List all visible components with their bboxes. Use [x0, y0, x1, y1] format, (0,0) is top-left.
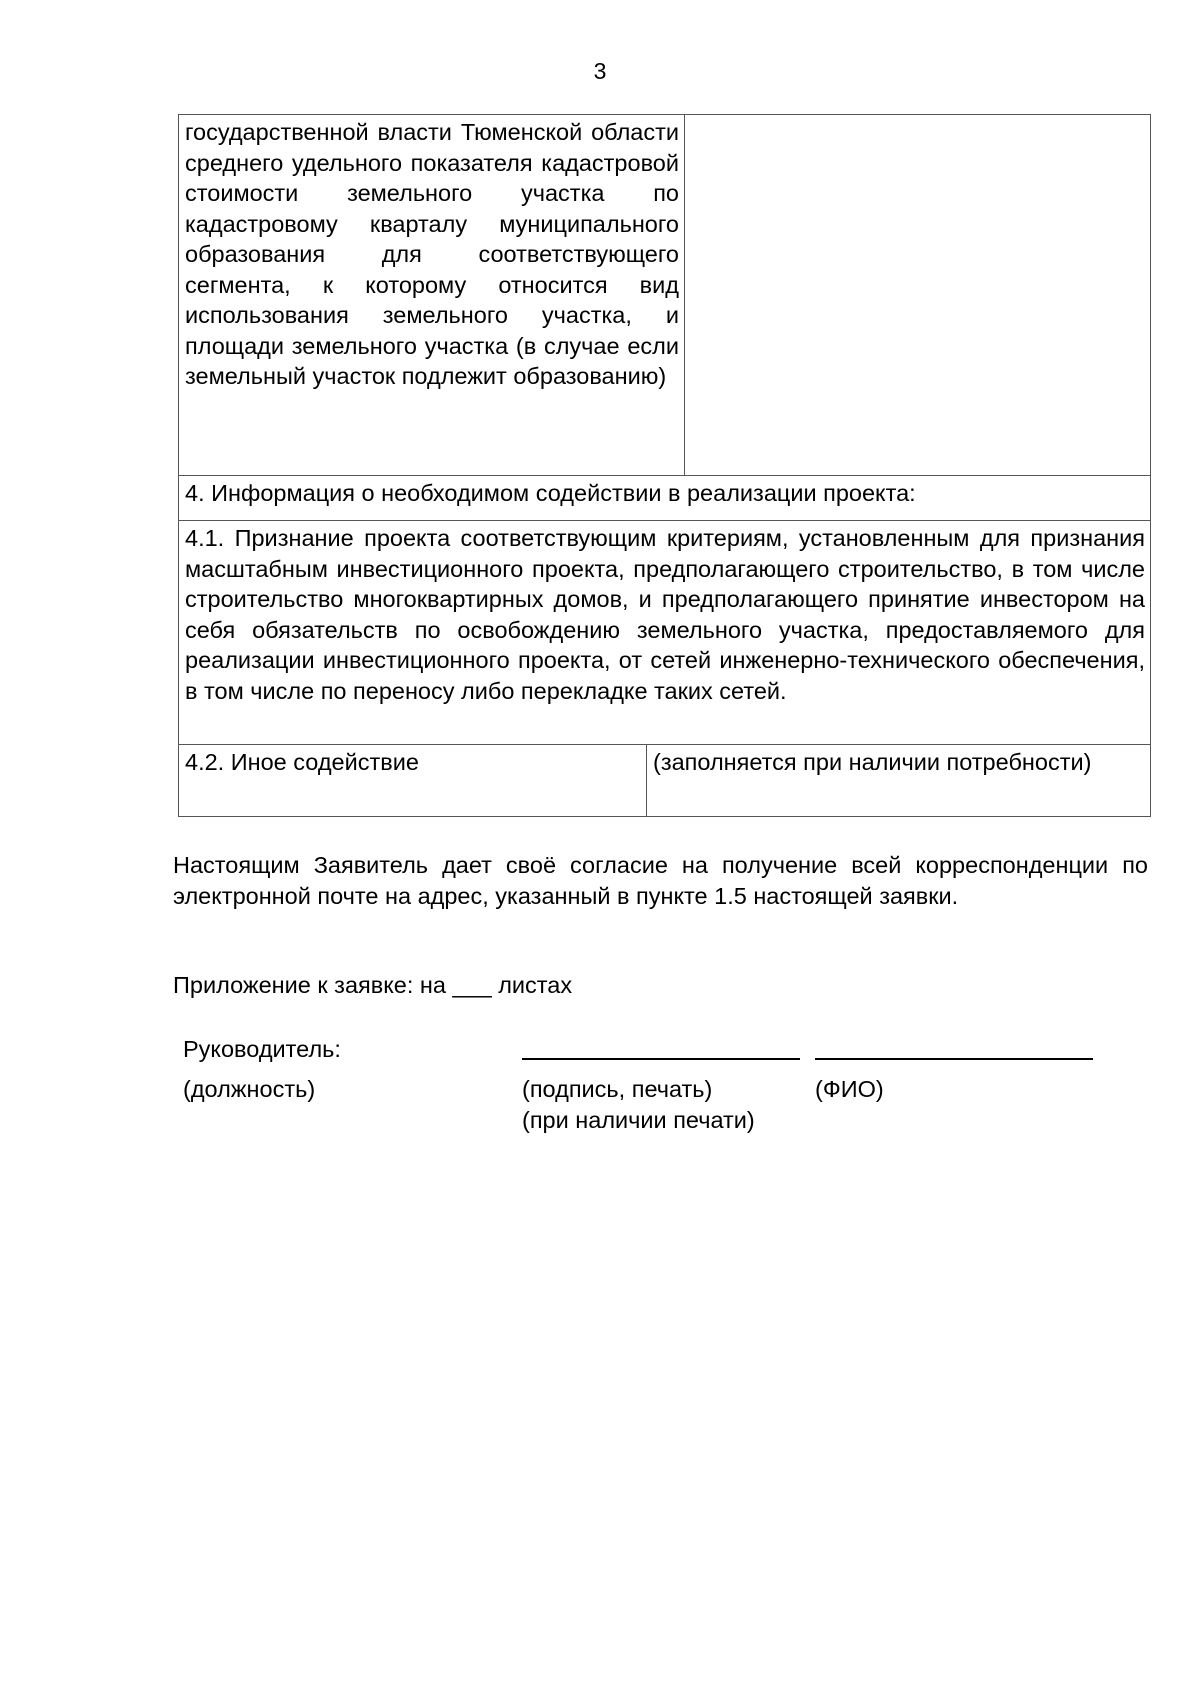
signature-caption: (подпись, печать)	[522, 1076, 713, 1102]
signature-line	[522, 1058, 800, 1060]
fio-line	[815, 1058, 1093, 1060]
section-4-title: 4. Информация о необходимом содействии в реализации проекта:	[178, 475, 1151, 521]
attachment-line: Приложение к заявке: на ___ листах	[173, 972, 573, 998]
fio-caption: (ФИО)	[815, 1076, 884, 1102]
item-4-2-label: 4.2. Иное содействие	[178, 744, 647, 817]
criteria-description-cell: государственной власти Тюменской области среднего удельного показателя кадастровой стоимости земельного участка по кадастровому кварталу муниципального образования для соответствующего сегмента, к которому относится вид использования земельного участка, и площади земельного участка (в случае если земельный участок подлежит образованию)	[178, 114, 685, 476]
item-4-2-note: (заполняется при наличии потребности)	[646, 744, 1151, 817]
head-label: Руководитель:	[183, 1036, 341, 1062]
item-4-1-cell: 4.1. Признание проекта соответствующим критериям, установленным для признания масштабным инвестиционного проекта, предполагающего строительство, в том числе строительство многоквартирных домов, и предполагающего принятие инвестором на себя обязательств по освобождению земельного участка, предоставляемого для реализации инвестиционного проекта, от сетей инженерно-технического обеспечения, в том числе по переносу либо перекладке таких сетей.	[178, 520, 1151, 745]
stamp-note: (при наличии печати)	[522, 1107, 755, 1133]
consent-paragraph: Настоящим Заявитель дает своё согласие на получение всей корреспонденции по электронной почте на адрес, указанный в пункте 1.5 настоящей заявки.	[173, 852, 1148, 909]
position-caption: (должность)	[183, 1076, 316, 1102]
page-number: 3	[593, 58, 607, 84]
criteria-value-cell	[684, 114, 1151, 476]
